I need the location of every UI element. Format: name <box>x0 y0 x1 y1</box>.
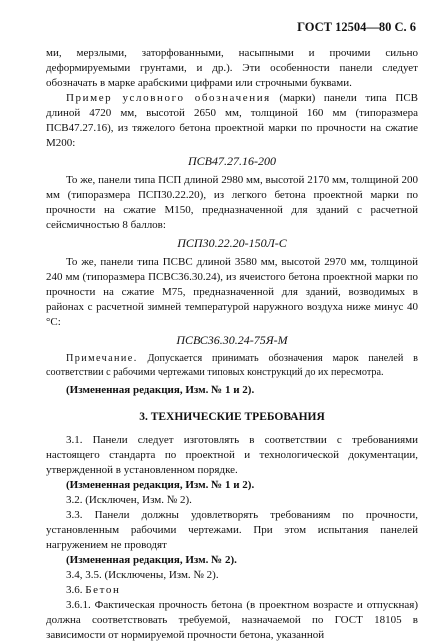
clause-3-6-title: Бетон <box>85 584 121 596</box>
example-lead: Пример условного обозначения <box>66 92 271 104</box>
section-title: 3. ТЕХНИЧЕСКИЕ ТРЕБОВАНИЯ <box>139 411 325 423</box>
revision-note-2: (Измененная редакция, Изм. № 1 и 2). <box>66 479 255 491</box>
designation-code-3: ПСВС36.30.24-75Я-М <box>176 333 288 347</box>
paragraph-example-3: То же, панели типа ПСВС длиной 3580 мм, высотой 2970 мм, толщиной 240 мм (типоразмера ПСВС36.30.24), из ячеистого бетона проектной марки по прочности на сжатие М75, предназначенной для зданий, возводимых в районах с расчетной зимней температурой наружного воздуха ниже минус 40 °С: <box>46 256 418 328</box>
note-text: Допускается принимать обозначения марок панелей в соответствии с рабочими чертежами типовых конструкций до их пересмотра. <box>46 353 418 378</box>
designation-code-2: ПСП30.22.20-150Л-С <box>177 236 287 250</box>
paragraph-example-2: То же, панели типа ПСП длиной 2980 мм, высотой 2170 мм, толщиной 200 мм (типоразмера ПСП30.22.20), из легкого бетона проектной марки по прочности на сжатие М150, предназначенной для зданий с расчетной сейсмичностью 8 баллов: <box>46 174 418 231</box>
clause-3-6-1: 3.6.1. Фактическая прочность бетона (в проектном возрасте и отпускная) должна соответствовать требуемой, назначаемой по ГОСТ 18105 в зависимости от нормируемой прочности бетона, указанной <box>46 599 418 641</box>
designation-code-1: ПСВ47.27.16-200 <box>188 154 276 168</box>
clause-3-1: 3.1. Панели следует изготовлять в соответствии с требованиями настоящего стандарта по проектной и технологической документации, утвержденной в установленном порядке. <box>46 434 418 476</box>
clause-3-6-number: 3.6. <box>66 584 86 596</box>
paragraph-example <box>46 91 418 151</box>
note-label: Примечание. <box>66 353 138 364</box>
clause-3-4-3-5: 3.4, 3.5. (Исключены, Изм. № 2). <box>66 569 219 581</box>
clause-3-6 <box>46 583 418 598</box>
clause-3-2: 3.2. (Исключен, Изм. № 2). <box>66 494 192 506</box>
page-header: ГОСТ 12504—80 С. 6 <box>297 20 416 34</box>
note <box>46 352 418 379</box>
revision-note-3: (Измененная редакция, Изм. № 2). <box>66 554 237 566</box>
example-text: (марки) панели типа ПСВ длиной 4720 мм, высотой 2650 мм, толщиной 160 мм (типоразмера ПСВ47.27.16), из тяжелого бетона проектной марки по прочности на сжатие М200: <box>46 92 418 149</box>
revision-note-1: (Измененная редакция, Изм. № 1 и 2). <box>66 384 255 396</box>
document-body <box>46 46 418 643</box>
paragraph-continuation: ми, мерзлыми, заторфованными, насыпными и прочими сильно деформируемыми грунтами, и др.). Эти особенности панели следует обозначать в марке арабскими цифрами или строчными буквами. <box>46 47 418 89</box>
clause-3-3: 3.3. Панели должны удовлетворять требованиям по прочности, установленным рабочими чертежами. При этом испытания панелей нагружением не проводят <box>46 509 418 551</box>
